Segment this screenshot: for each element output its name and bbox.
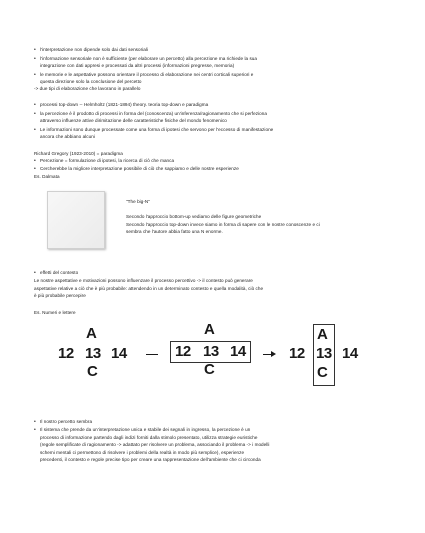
ambiguous-13: 13 xyxy=(85,345,101,362)
example-label: Es. Dalmata xyxy=(34,174,60,179)
bullet-item: • effetti del contesto xyxy=(34,270,78,276)
section-heading: Richard Gregory (1923-2010) = paradigma xyxy=(34,151,123,156)
bullet-item: • Percezione = formulazione di ipotesi, la ricerca di ciò che manca xyxy=(34,158,174,164)
dash-separator xyxy=(146,354,158,355)
number-12: 12 xyxy=(289,345,305,362)
text-line: è più probabile percepire xyxy=(34,293,86,298)
example-label: Es. Numeri e lettere xyxy=(34,310,76,315)
letter-a: A xyxy=(86,325,97,342)
bullet-item: • l'interpretazione non dipende solo dai dati sensoriali xyxy=(34,47,148,53)
ambiguous-13: 13 xyxy=(203,343,219,360)
figure-caption-line: Secondo l'approccio bottom-up vediamo delle figure geometriche xyxy=(126,214,262,219)
text-line: aspettative relative a ciò che è più probabile: attendendo in un determinato contesto e quella modalità, ciò che xyxy=(34,286,264,291)
letter-a: A xyxy=(204,321,215,338)
text-line: questa direzione solo la conclusione del percetto xyxy=(40,79,142,84)
number-14: 14 xyxy=(342,345,358,362)
bullet-item: • la percezione è il prodotto di processi in forma del (conoscenza) un'inferenza/ragionamento che si perfeziona xyxy=(34,111,267,117)
bullet-item: • Il nostro percetto sembra xyxy=(34,419,92,425)
text-line: precedenti, il contesto e regole precise tipo per creare una rappresentazione dell'ambiente che ci circonda xyxy=(40,457,261,462)
bullet-item: • l'informazione sensoriale non è sufficiente (per elaborare un percetto) alla percezione ma richiede la sua xyxy=(34,56,257,62)
text-line: schemi mentali ci permettono di risolvere i problemi della realtà in modo più semplice), esperienze xyxy=(40,450,245,455)
text-line: Le nostre aspettative e motivazioni possono influenzare il processo percettivo -> il contesto può generare xyxy=(34,278,253,283)
bullet-item: • le memorie e le aspettative possono orientare il processo di elaborazione nei centri corticali superiori e xyxy=(34,72,253,78)
bullet-item: • Il sistema che prende da un'interpretazione unica e stabile dei segnali in ingresso, la percezione è un xyxy=(34,427,250,433)
text-line: attraverso influenze attive dirimitazione delle caratteristiche fisiche del mondo fenomenico xyxy=(40,118,227,123)
text-line: -> due tipi di elaborazione che lavorano in parallelo xyxy=(34,86,141,91)
number-12: 12 xyxy=(58,345,74,362)
number-14: 14 xyxy=(111,345,127,362)
text-line: ancora che abbiano alcuni xyxy=(40,134,95,139)
text-line: processo di informazione partendo dagli indizi forniti dalla stimolo presentato, utilizza strategie euristiche xyxy=(40,435,258,440)
letter-c: C xyxy=(204,361,215,378)
letter-a: A xyxy=(317,326,328,343)
arrow-head-icon xyxy=(271,351,276,357)
figure-caption-title: "The big-N" xyxy=(126,199,150,204)
ambiguous-13: 13 xyxy=(316,345,332,362)
bullet-item: • Le informazioni sono dunque processate come una forma di ipotesi che servono per l'eccesso di manifestazione xyxy=(34,127,273,133)
figure-caption-line: Secondo l'approccio top-down invece siamo in forma di sapere con le nostre conoscenze e ci xyxy=(126,222,320,227)
number-14: 14 xyxy=(230,343,246,360)
big-n-image xyxy=(47,191,105,249)
figure-caption-line: sembra che l'autore abbia fatto una N enorme. xyxy=(126,229,223,234)
text-line: (regole semplificate di ragionamento -> adattato per risolvere un problema, associando il problema -> i modelli xyxy=(40,442,270,447)
text-line: integrazione con dati appresi e processati da altri processi (informazioni pregresse, memoria) xyxy=(40,63,235,68)
bullet-item: • Cercherebbe la migliore interpretazione possibile di ciò che sappiamo e delle nostre esperienze xyxy=(34,166,239,172)
letter-c: C xyxy=(87,363,98,380)
number-12: 12 xyxy=(175,343,191,360)
bullet-item: • processi top-down -- Helmholtz (1821-1894) theory. teoria top-down e paradigma xyxy=(34,102,208,108)
letter-c: C xyxy=(317,364,328,381)
